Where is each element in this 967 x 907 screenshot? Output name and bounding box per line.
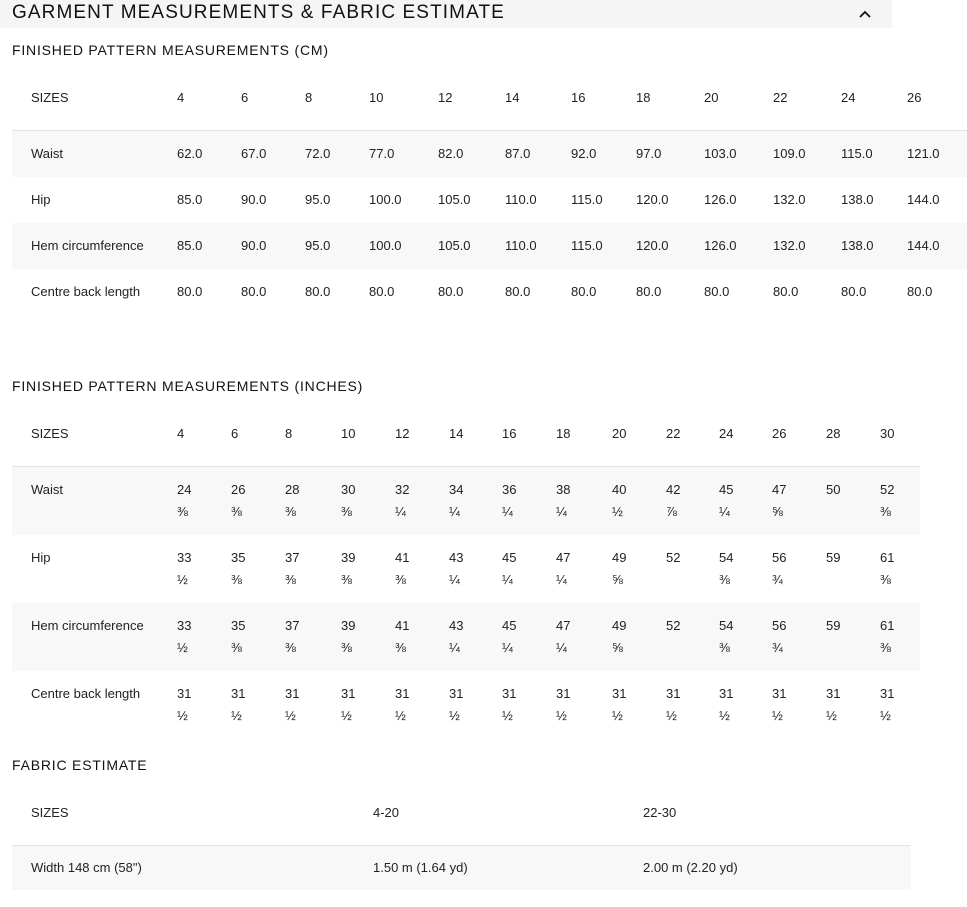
size-header-cell: 14: [505, 66, 571, 131]
inch-fraction: ⅝: [612, 572, 623, 587]
measurement-cell: 80.0: [438, 284, 464, 299]
table-row: [12, 671, 920, 739]
inch-fraction: [826, 501, 880, 523]
measurement-cell: 1.50 m (1.64 yd): [373, 846, 643, 891]
measurement-cell: [502, 467, 556, 536]
inch-whole: 37: [285, 618, 300, 633]
row-label: Hem circumference: [12, 223, 177, 269]
measurement-cell: [395, 467, 449, 536]
inch-fraction: ⅜: [880, 572, 891, 587]
measurement-cell: 100.0: [369, 192, 402, 207]
measurement-cell: [719, 671, 772, 739]
inch-fraction: ½: [612, 504, 623, 519]
size-header-cell: 12: [438, 66, 505, 131]
measurement-cell: [285, 671, 341, 739]
inch-whole: 33: [177, 550, 192, 565]
inch-fraction: ½: [177, 572, 188, 587]
inch-fraction: ⅜: [719, 640, 730, 655]
inch-whole: 31: [880, 686, 895, 701]
measurement-cell: 80.0: [907, 284, 933, 299]
table-row: [12, 131, 967, 178]
inch-fraction: ¼: [556, 640, 567, 655]
inch-whole: 41: [395, 618, 410, 633]
cm-measurements-table: [12, 66, 967, 315]
measurement-cell: [666, 671, 719, 739]
measurement-cell: [285, 467, 341, 536]
measurement-cell: [666, 467, 719, 536]
measurement-cell: 103.0: [704, 131, 773, 178]
measurement-cell: 80.0: [636, 284, 662, 299]
table-header-row: [12, 781, 911, 846]
size-header-cell: 8: [285, 402, 341, 467]
inch-whole: 31: [556, 686, 571, 701]
fabric-table-wrap: [12, 781, 892, 890]
inch-whole: 26: [231, 482, 246, 497]
measurement-cell: [449, 603, 502, 671]
measurement-cell: [177, 535, 231, 603]
inch-whole: 49: [612, 550, 627, 565]
table-row: [12, 269, 967, 315]
inch-fraction: ⅜: [719, 572, 730, 587]
accordion-header[interactable]: [0, 0, 892, 28]
measurement-cell: [177, 467, 231, 536]
table-row: [12, 535, 920, 603]
inch-whole: 52: [880, 482, 895, 497]
measurement-cell: 80.0: [369, 284, 395, 299]
measurement-cell: [719, 467, 772, 536]
inch-whole: 31: [719, 686, 734, 701]
inch-fraction: ⅜: [395, 572, 406, 587]
inch-whole: 31: [826, 686, 841, 701]
sizes-header: SIZES: [12, 402, 177, 467]
measurement-cell: [502, 603, 556, 671]
inch-fraction: ⅜: [341, 640, 352, 655]
inch-table-wrap: [12, 402, 895, 739]
inch-fraction: [826, 569, 880, 591]
measurement-cell: 144.0: [907, 223, 967, 269]
measurement-cell: 105.0: [438, 223, 505, 269]
size-header-cell: 14: [449, 402, 502, 467]
measurement-cell: [449, 535, 502, 603]
row-label: Centre back length: [31, 686, 141, 701]
measurement-cell: 80.0: [241, 284, 267, 299]
inch-whole: 32: [395, 482, 410, 497]
inch-fraction: ¼: [502, 504, 513, 519]
row-label: Waist: [12, 131, 177, 178]
inch-whole: 59: [826, 550, 841, 565]
inch-whole: 47: [556, 618, 571, 633]
inch-fraction: ⅜: [231, 504, 242, 519]
inch-fraction: ⅜: [231, 572, 242, 587]
measurement-cell: 110.0: [505, 223, 571, 269]
inch-fraction: ¼: [449, 572, 460, 587]
measurement-cell: [772, 671, 826, 739]
inch-whole: 31: [231, 686, 246, 701]
measurement-cell: [826, 535, 880, 603]
inch-fraction: ½: [395, 708, 406, 723]
inch-whole: 31: [449, 686, 464, 701]
measurement-cell: [395, 535, 449, 603]
measurement-cell: [880, 535, 920, 603]
measurement-cell: 109.0: [773, 131, 841, 178]
inch-whole: 45: [502, 618, 517, 633]
measurement-cell: 80.0: [773, 284, 799, 299]
inch-fraction: ½: [231, 708, 242, 723]
measurement-cell: [772, 603, 826, 671]
inch-whole: 50: [826, 482, 841, 497]
measurement-cell: 80.0: [177, 284, 203, 299]
inch-fraction: ¼: [449, 640, 460, 655]
inch-fraction: ¼: [556, 572, 567, 587]
size-header-cell: 6: [231, 402, 285, 467]
measurement-cell: [395, 671, 449, 739]
inch-fraction: ⅜: [880, 640, 891, 655]
measurement-cell: [612, 603, 666, 671]
size-header-cell: 22: [666, 402, 719, 467]
inch-whole: 38: [556, 482, 571, 497]
inch-measurements-table: [12, 402, 920, 739]
measurement-cell: 126.0: [704, 192, 737, 207]
size-header-cell: 22-30: [643, 781, 911, 846]
measurement-cell: [341, 603, 395, 671]
size-header-cell: 26: [907, 66, 967, 131]
inch-whole: 31: [341, 686, 356, 701]
accordion-title: GARMENT MEASUREMENTS & FABRIC ESTIMATE: [12, 2, 505, 23]
inch-whole: 34: [449, 482, 464, 497]
measurement-cell: [231, 671, 285, 739]
inch-fraction: ½: [341, 708, 352, 723]
measurement-cell: 138.0: [841, 192, 874, 207]
measurement-cell: 120.0: [636, 192, 669, 207]
measurement-cell: [341, 671, 395, 739]
inch-fraction: ½: [826, 708, 837, 723]
size-header-cell: 10: [341, 402, 395, 467]
measurement-cell: 100.0: [369, 223, 438, 269]
measurement-cell: [826, 671, 880, 739]
sizes-header: SIZES: [12, 66, 177, 131]
size-header-cell: 12: [395, 402, 449, 467]
measurement-cell: 80.0: [841, 284, 867, 299]
table-row: [12, 603, 920, 671]
size-header-cell: 30: [880, 402, 920, 467]
inch-fraction: ½: [719, 708, 730, 723]
size-header-cell: 24: [841, 66, 907, 131]
measurement-cell: [719, 535, 772, 603]
inch-fraction: ½: [285, 708, 296, 723]
inch-fraction: [666, 637, 719, 659]
inch-fraction: ⅜: [177, 504, 188, 519]
measurement-cell: 132.0: [773, 192, 806, 207]
inch-fraction: ¼: [395, 504, 406, 519]
measurement-cell: 92.0: [571, 131, 636, 178]
measurement-cell: [556, 535, 612, 603]
measurement-cell: 115.0: [841, 131, 907, 178]
inch-table-title: FINISHED PATTERN MEASUREMENTS (INCHES): [12, 378, 364, 394]
measurement-cell: [880, 671, 920, 739]
inch-fraction: ⅞: [666, 504, 677, 519]
measurement-cell: [666, 603, 719, 671]
chevron-up-icon[interactable]: [858, 8, 872, 20]
inch-whole: 54: [719, 550, 734, 565]
size-header-cell: 20: [704, 66, 773, 131]
row-label: Width 148 cm (58"): [12, 846, 373, 891]
inch-fraction: ½: [556, 708, 567, 723]
row-label: Hip: [31, 550, 51, 565]
inch-fraction: ⅜: [341, 504, 352, 519]
size-header-cell: 10: [369, 66, 438, 131]
measurement-cell: 90.0: [241, 192, 267, 207]
inch-whole: 43: [449, 550, 464, 565]
inch-whole: 54: [719, 618, 734, 633]
measurement-cell: [231, 603, 285, 671]
measurement-cell: [502, 535, 556, 603]
measurement-cell: [449, 671, 502, 739]
measurement-cell: [880, 603, 920, 671]
table-header-row: [12, 402, 920, 467]
inch-whole: 28: [285, 482, 300, 497]
measurement-cell: [341, 467, 395, 536]
cm-table-wrap: [12, 66, 940, 315]
inch-whole: 31: [772, 686, 787, 701]
inch-whole: 31: [285, 686, 300, 701]
inch-whole: 43: [449, 618, 464, 633]
measurement-cell: 97.0: [636, 131, 704, 178]
inch-whole: 35: [231, 618, 246, 633]
measurement-cell: 110.0: [505, 192, 537, 207]
measurement-cell: [826, 467, 880, 536]
measurement-cell: [826, 603, 880, 671]
inch-fraction: ¼: [502, 572, 513, 587]
row-label: Centre back length: [31, 284, 141, 299]
size-header-cell: 18: [556, 402, 612, 467]
measurement-cell: [285, 603, 341, 671]
measurement-cell: [556, 467, 612, 536]
measurement-cell: 85.0: [177, 192, 203, 207]
measurement-cell: [612, 467, 666, 536]
inch-whole: 47: [772, 482, 787, 497]
measurement-cell: 87.0: [505, 131, 571, 178]
inch-fraction: ½: [612, 708, 623, 723]
inch-fraction: ⅜: [880, 504, 891, 519]
measurement-cell: [231, 535, 285, 603]
inch-whole: 49: [612, 618, 627, 633]
measurement-cell: 62.0: [177, 131, 241, 178]
fabric-estimate-table: [12, 781, 911, 890]
inch-fraction: ½: [502, 708, 513, 723]
inch-whole: 40: [612, 482, 627, 497]
measurement-cell: 138.0: [841, 223, 907, 269]
inch-whole: 52: [666, 618, 681, 633]
measurement-cell: 80.0: [704, 284, 730, 299]
size-header-cell: 8: [305, 66, 369, 131]
inch-fraction: ½: [177, 708, 188, 723]
size-header-cell: 16: [502, 402, 556, 467]
inch-fraction: ⅜: [285, 572, 296, 587]
inch-whole: 31: [395, 686, 410, 701]
table-header-row: [12, 66, 967, 131]
inch-whole: 52: [666, 550, 681, 565]
measurement-cell: [772, 535, 826, 603]
inch-fraction: ¼: [556, 504, 567, 519]
inch-fraction: ⅝: [772, 504, 783, 519]
measurement-cell: 144.0: [907, 192, 940, 207]
measurement-cell: 82.0: [438, 131, 505, 178]
inch-whole: 42: [666, 482, 681, 497]
inch-fraction: ⅝: [612, 640, 623, 655]
measurement-cell: 77.0: [369, 131, 438, 178]
inch-fraction: ⅜: [341, 572, 352, 587]
measurement-cell: [285, 535, 341, 603]
inch-fraction: ¼: [502, 640, 513, 655]
inch-whole: 41: [395, 550, 410, 565]
inch-whole: 31: [177, 686, 192, 701]
measurement-cell: [719, 603, 772, 671]
inch-whole: 37: [285, 550, 300, 565]
measurement-cell: 72.0: [305, 131, 369, 178]
inch-fraction: ½: [880, 708, 891, 723]
inch-fraction: ½: [666, 708, 677, 723]
measurement-cell: [395, 603, 449, 671]
sizes-header: SIZES: [12, 781, 373, 846]
size-header-cell: 4: [177, 402, 231, 467]
row-label: Waist: [12, 467, 177, 536]
inch-whole: 36: [502, 482, 517, 497]
inch-whole: 31: [666, 686, 681, 701]
measurement-cell: 121.0: [907, 131, 967, 178]
size-header-cell: 26: [772, 402, 826, 467]
measurement-cell: 67.0: [241, 131, 305, 178]
row-label: Hem circumference: [12, 603, 177, 671]
table-row: [12, 846, 911, 891]
inch-whole: 35: [231, 550, 246, 565]
measurement-cell: [502, 671, 556, 739]
inch-whole: 39: [341, 618, 356, 633]
size-header-cell: 6: [241, 66, 305, 131]
measurement-cell: [666, 535, 719, 603]
measurement-cell: [612, 671, 666, 739]
measurement-cell: [177, 671, 231, 739]
measurement-cell: [556, 671, 612, 739]
measurement-cell: [772, 467, 826, 536]
size-header-cell: 20: [612, 402, 666, 467]
cm-table-title: FINISHED PATTERN MEASUREMENTS (CM): [12, 42, 329, 58]
inch-whole: 31: [502, 686, 517, 701]
measurement-cell: 132.0: [773, 223, 841, 269]
inch-whole: 56: [772, 618, 787, 633]
inch-fraction: ¾: [772, 640, 783, 655]
inch-whole: 24: [177, 482, 192, 497]
measurement-cell: [341, 535, 395, 603]
measurement-cell: [177, 603, 231, 671]
measurement-cell: 120.0: [636, 223, 704, 269]
table-row: [12, 467, 920, 536]
measurement-cell: 115.0: [571, 223, 636, 269]
inch-whole: 56: [772, 550, 787, 565]
table-row: [12, 177, 967, 223]
inch-whole: 33: [177, 618, 192, 633]
size-header-cell: 4: [177, 66, 241, 131]
inch-whole: 30: [341, 482, 356, 497]
size-header-cell: 4-20: [373, 781, 643, 846]
measurement-cell: 90.0: [241, 223, 305, 269]
measurement-cell: 95.0: [305, 192, 331, 207]
measurement-cell: 95.0: [305, 223, 369, 269]
inch-fraction: ⅜: [395, 640, 406, 655]
size-header-cell: 28: [826, 402, 880, 467]
inch-fraction: ¼: [719, 504, 730, 519]
table-row: [12, 223, 967, 269]
inch-whole: 39: [341, 550, 356, 565]
inch-fraction: ¾: [772, 572, 783, 587]
measurement-cell: [449, 467, 502, 536]
inch-fraction: ⅜: [231, 640, 242, 655]
inch-fraction: [666, 569, 719, 591]
measurement-cell: [556, 603, 612, 671]
measurement-cell: [880, 467, 920, 536]
measurement-cell: 80.0: [305, 284, 331, 299]
measurement-cell: 2.00 m (2.20 yd): [643, 846, 911, 891]
inch-fraction: ½: [449, 708, 460, 723]
row-label: Hip: [31, 192, 51, 207]
inch-fraction: [826, 637, 880, 659]
measurement-cell: [231, 467, 285, 536]
inch-whole: 47: [556, 550, 571, 565]
measurement-cell: [612, 535, 666, 603]
size-header-cell: 16: [571, 66, 636, 131]
size-header-cell: 18: [636, 66, 704, 131]
inch-fraction: ½: [177, 640, 188, 655]
inch-fraction: ⅜: [285, 640, 296, 655]
measurement-cell: 105.0: [438, 192, 471, 207]
inch-whole: 45: [719, 482, 734, 497]
inch-fraction: ¼: [449, 504, 460, 519]
measurement-cell: 115.0: [571, 192, 603, 207]
inch-whole: 61: [880, 618, 895, 633]
inch-whole: 59: [826, 618, 841, 633]
measurement-cell: 85.0: [177, 223, 241, 269]
inch-whole: 45: [502, 550, 517, 565]
inch-fraction: ⅜: [285, 504, 296, 519]
fabric-table-title: FABRIC ESTIMATE: [12, 757, 148, 773]
measurement-cell: 80.0: [505, 284, 531, 299]
inch-fraction: ½: [772, 708, 783, 723]
inch-whole: 61: [880, 550, 895, 565]
measurement-cell: 126.0: [704, 223, 773, 269]
size-header-cell: 24: [719, 402, 772, 467]
size-header-cell: 22: [773, 66, 841, 131]
measurement-cell: 80.0: [571, 284, 597, 299]
inch-whole: 31: [612, 686, 627, 701]
